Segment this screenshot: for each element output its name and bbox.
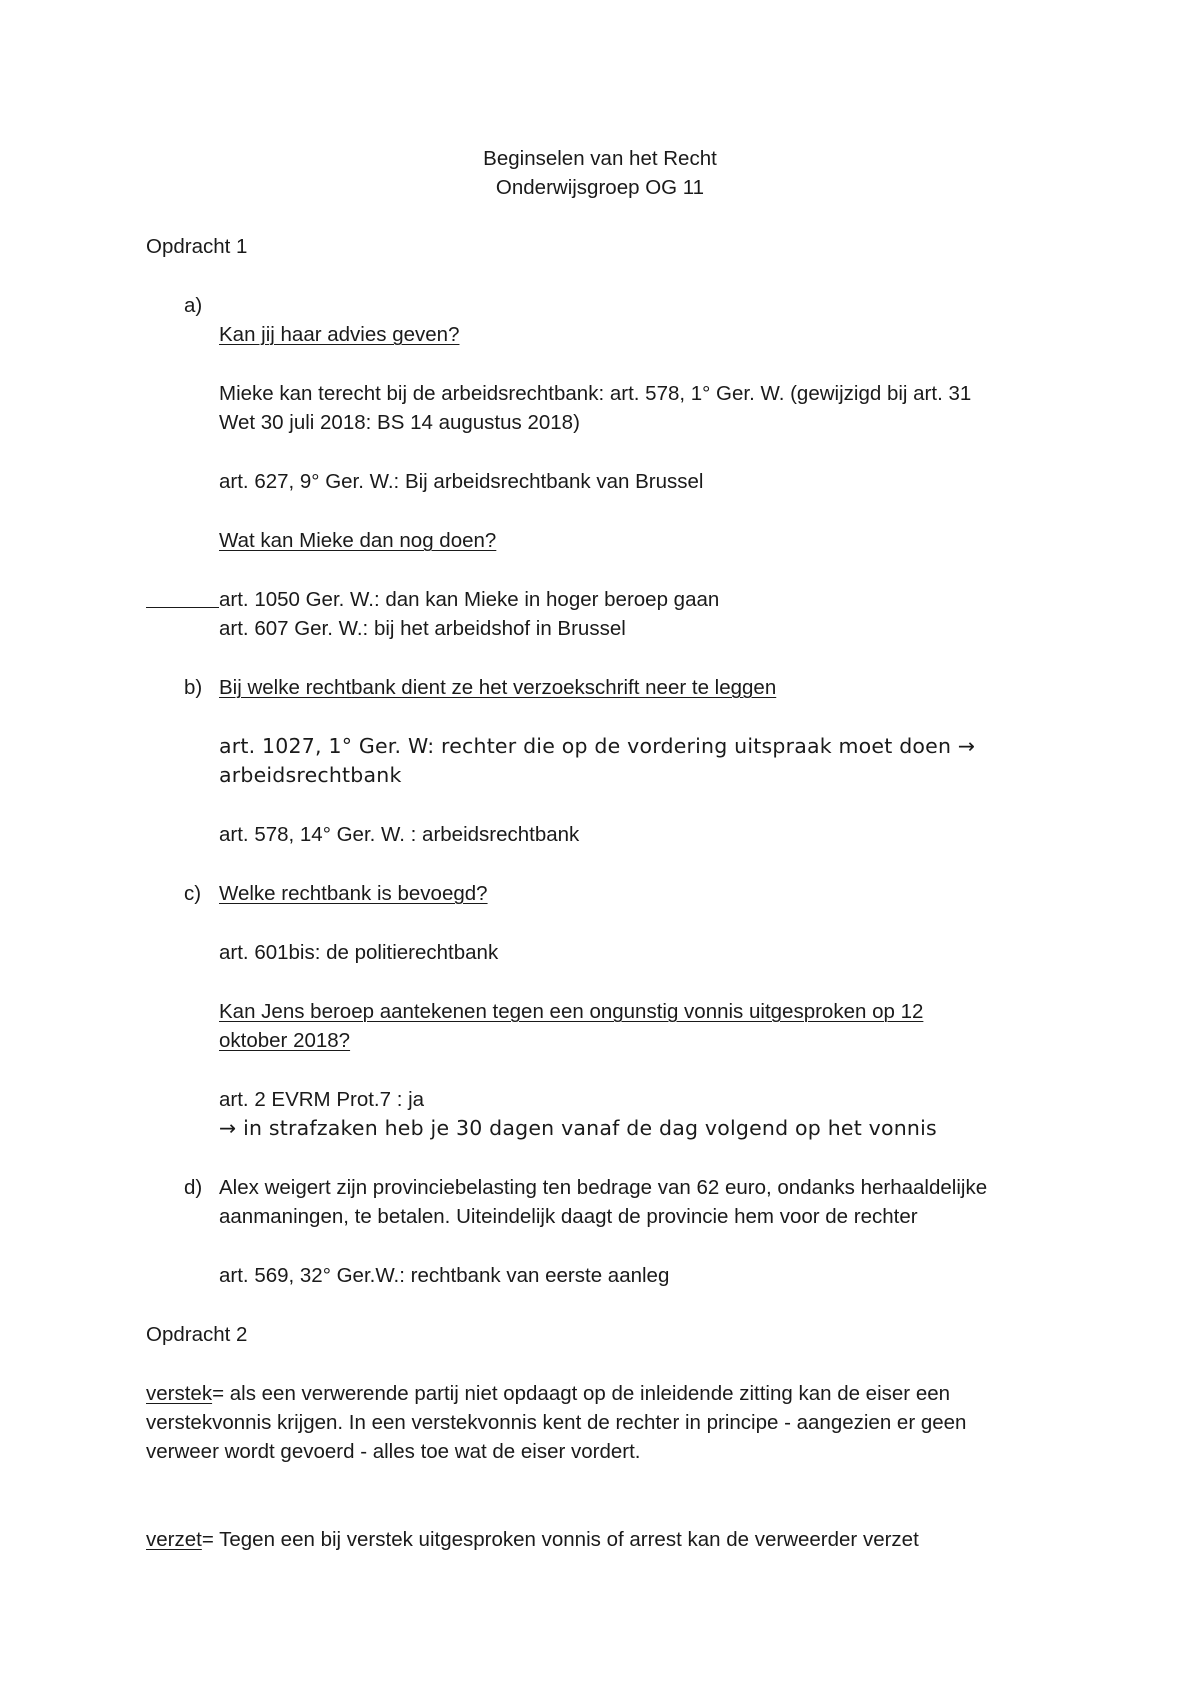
item-a-answer-4: art. 607 Ger. W.: bij het arbeidshof in Brussel [219, 617, 626, 640]
item-d-marker: d) [184, 1176, 203, 1199]
item-a-answer-2: art. 627, 9° Ger. W.: Bij arbeidsrechtbank van Brussel [219, 470, 704, 493]
document-title: Beginselen van het Recht [483, 147, 717, 170]
item-c-question-1: Welke rechtbank is bevoegd? [219, 882, 488, 905]
verzet-line-1 [146, 1525, 919, 1554]
item-b-answer-1-line-2: arbeidsrechtbank [219, 763, 402, 787]
verstek-line-1 [146, 1379, 950, 1408]
item-a-answer-1-line-1: Mieke kan terecht bij de arbeidsrechtbank: art. 578, 1° Ger. W. (gewijzigd bij art. 31 [219, 382, 972, 405]
verstek-line-3: verweer wordt gevoerd - alles toe wat de eiser vordert. [146, 1440, 641, 1463]
verzet-definition: = Tegen een bij verstek uitgesproken vonnis of arrest kan de verweerder verzet [201, 1528, 919, 1551]
item-c-question-2-line-1: Kan Jens beroep aantekenen tegen een ongunstig vonnis uitgesproken op 12 [219, 1000, 924, 1023]
item-d-answer: art. 569, 32° Ger.W.: rechtbank van eerste aanleg [219, 1264, 670, 1287]
item-c-answer-2-line-1: art. 2 EVRM Prot.7 : ja [219, 1088, 425, 1111]
verzet-term: verzet [146, 1528, 202, 1551]
item-b-answer-2: art. 578, 14° Ger. W. : arbeidsrechtbank [219, 823, 580, 846]
item-c-answer-2-line-2: → in strafzaken heb je 30 dagen vanaf de dag volgend op het vonnis [219, 1116, 937, 1140]
verstek-line-2: verstekvonnis krijgen. In een verstekvonnis kent de rechter in principe - aangezien er geen [146, 1411, 967, 1434]
item-c-marker: c) [184, 882, 202, 905]
item-c-question-2-line-2: oktober 2018? [219, 1029, 351, 1052]
item-b-marker: b) [184, 676, 203, 699]
item-a-answer-1-line-2: Wet 30 juli 2018: BS 14 augustus 2018) [219, 411, 580, 434]
opdracht2-heading: Opdracht 2 [146, 1323, 248, 1346]
item-d-text-line-2: aanmaningen, te betalen. Uiteindelijk daagt de provincie hem voor de rechter [219, 1205, 918, 1228]
item-c-answer-1: art. 601bis: de politierechtbank [219, 941, 499, 964]
underline-rule [146, 607, 219, 608]
item-a-question-1: Kan jij haar advies geven? [219, 323, 460, 346]
opdracht1-heading: Opdracht 1 [146, 235, 248, 258]
item-b-question: Bij welke rechtbank dient ze het verzoekschrift neer te leggen [219, 676, 777, 699]
item-d-text-line-1: Alex weigert zijn provinciebelasting ten bedrage van 62 euro, ondanks herhaaldelijke [219, 1176, 988, 1199]
item-b-answer-1-line-1: art. 1027, 1° Ger. W: rechter die op de vordering uitspraak moet doen → [219, 734, 976, 758]
verstek-term: verstek [146, 1382, 213, 1405]
item-a-marker: a) [184, 294, 203, 317]
item-a-answer-3: art. 1050 Ger. W.: dan kan Mieke in hoger beroep gaan [219, 588, 720, 611]
verstek-definition: = als een verwerende partij niet opdaagt op de inleidende zitting kan de eiser een [212, 1382, 951, 1405]
item-a-question-2: Wat kan Mieke dan nog doen? [219, 529, 497, 552]
document-subtitle: Onderwijsgroep OG 11 [495, 176, 705, 199]
